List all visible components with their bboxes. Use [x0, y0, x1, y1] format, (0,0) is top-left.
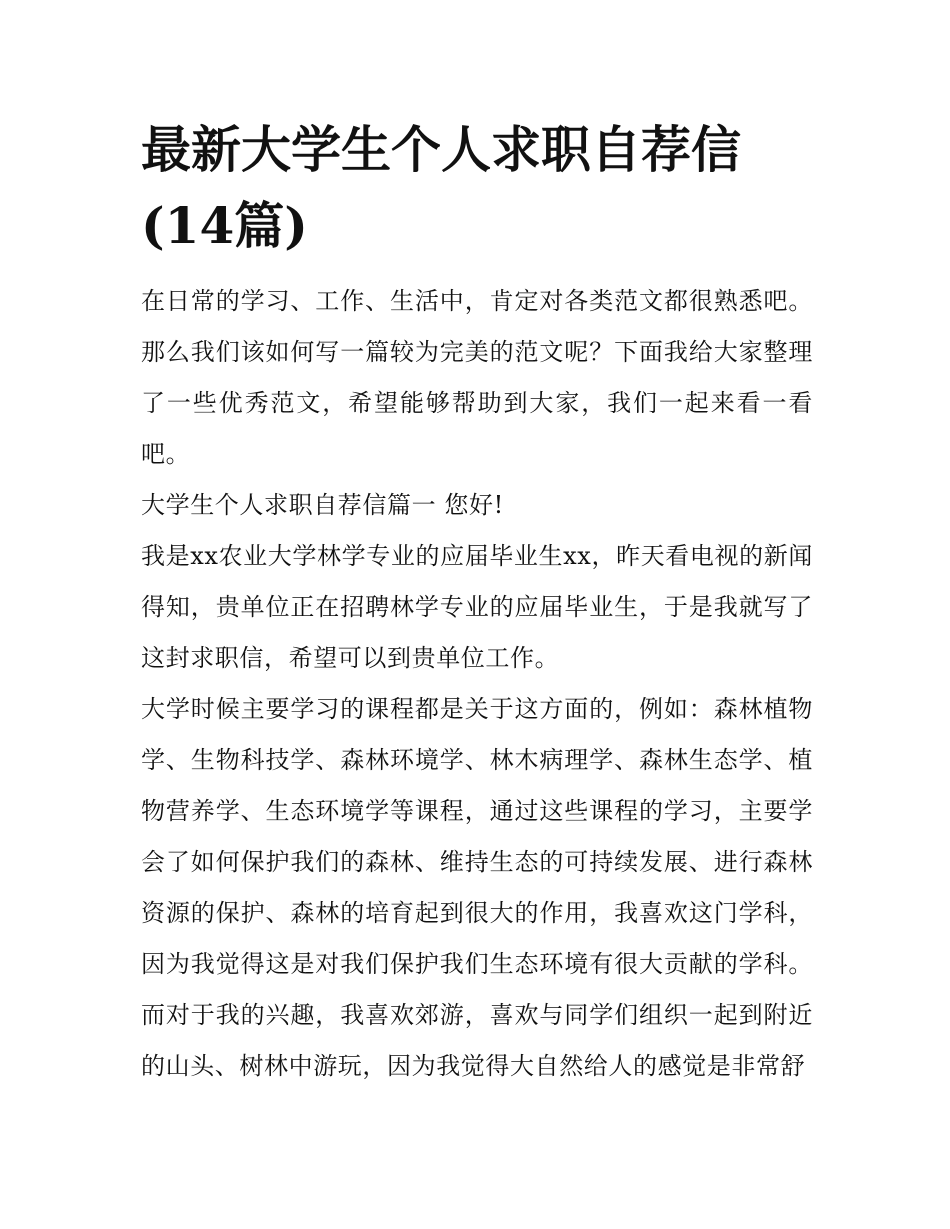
body-paragraph: 我是xx农业大学林学专业的应届毕业生xx，昨天看电视的新闻得知，贵单位正在招聘林学专业的应届毕业生，于是我就写了这封求职信，希望可以到贵单位工作。 — [141, 542, 813, 672]
letter-heading-paragraph: 大学生个人求职自荐信篇一 您好! — [141, 491, 504, 519]
intro-paragraph: 在日常的学习、工作、生活中，肯定对各类范文都很熟悉吧。那么我们该如何写一篇较为完美的范文呢？下面我给大家整理了一些优秀范文，希望能够帮助到大家，我们一起来看一看吧。 — [141, 287, 813, 468]
body-paragraph: 大学时候主要学习的课程都是关于这方面的，例如：森林植物学、生物科技学、森林环境学、林木病理学、森林生态学、植物营养学、生态环境学等课程，通过这些课程的学习，主要学会了如何保护我们的森林、维持生态的可持续发展、进行森林资源的保护、森林的培育起到很大的作用，我喜欢这门学科，因为我觉得这是对我们保护我们生态环境有很大贡献的学科。而对于我的兴趣，我喜欢郊游，喜欢与同学们组织一起到附近的山头、树林中游玩，因为我觉得大自然给人的感觉是非常舒 — [141, 695, 813, 1080]
document-body — [141, 276, 813, 1092]
document-title: 最新大学生个人求职自荐信(14篇) — [141, 120, 741, 255]
